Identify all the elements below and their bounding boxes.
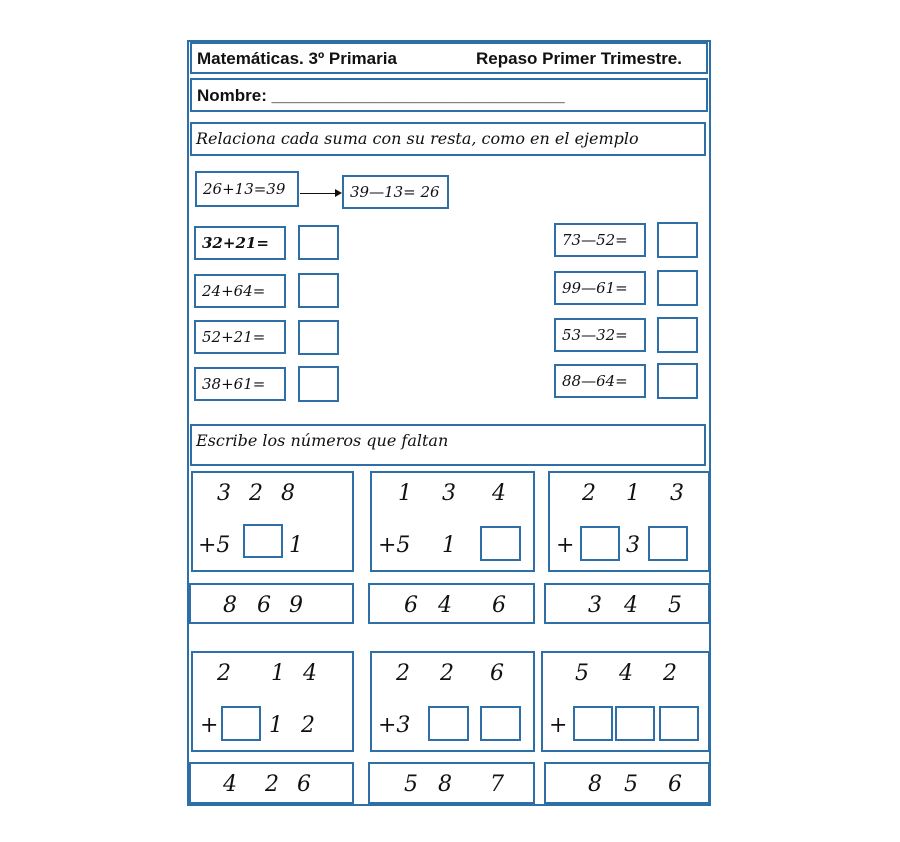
problem-6-result <box>544 762 710 804</box>
digit: 5 <box>404 772 418 797</box>
problem-1-bottom-known: 1 <box>289 533 303 558</box>
sub-2: 99—61= <box>554 271 646 305</box>
problem-6-blank-1[interactable] <box>573 706 613 741</box>
problem-4-bottom-prefix: + <box>200 713 219 738</box>
digit: 6 <box>297 772 311 797</box>
review-title: Repaso Primer Trimestre. <box>476 49 682 68</box>
digit: 5 <box>624 772 638 797</box>
problem-5-result <box>368 762 535 804</box>
name-field[interactable]: Nombre: _______________________________ <box>197 86 565 105</box>
problem-3-result <box>544 583 710 624</box>
digit: 5 <box>668 593 682 618</box>
sum-4: 38+61= <box>194 367 286 401</box>
digit: 6 <box>404 593 418 618</box>
digit: 5 <box>575 661 589 686</box>
problem-4-blank-1[interactable] <box>221 706 261 741</box>
instruction-1-text: Relaciona cada suma con su resta, como en el ejemplo <box>196 129 639 148</box>
digit: 8 <box>588 772 602 797</box>
name-bar <box>190 78 708 112</box>
digit: 4 <box>624 593 638 618</box>
digit: 2 <box>440 661 454 686</box>
digit: 4 <box>223 772 237 797</box>
problem-5-blank-1[interactable] <box>428 706 469 741</box>
problem-3-blank-2[interactable] <box>648 526 688 561</box>
problem-2-blank-1[interactable] <box>480 526 521 561</box>
sum-2: 24+64= <box>194 274 286 308</box>
digit: 3 <box>217 481 231 506</box>
problem-3-card <box>548 471 710 572</box>
digit: 2 <box>265 772 279 797</box>
sum-3: 52+21= <box>194 320 286 354</box>
digit: 4 <box>492 481 506 506</box>
answer-box-sum-4[interactable] <box>298 366 339 402</box>
problem-4-bottom-known: 1 <box>269 713 283 738</box>
digit: 3 <box>588 593 602 618</box>
digit: 4 <box>438 593 452 618</box>
digit: 6 <box>490 661 504 686</box>
digit: 9 <box>289 593 303 618</box>
digit: 4 <box>619 661 633 686</box>
problem-2-bottom-known: 1 <box>442 533 456 558</box>
problem-4-bottom-known-2: 2 <box>301 713 315 738</box>
digit: 6 <box>257 593 271 618</box>
instruction-2 <box>190 424 706 466</box>
digit: 3 <box>442 481 456 506</box>
digit: 4 <box>303 661 317 686</box>
problem-2-card <box>370 471 535 572</box>
problem-5-blank-2[interactable] <box>480 706 521 741</box>
instruction-1 <box>190 122 706 156</box>
digit: 2 <box>582 481 596 506</box>
digit: 2 <box>249 481 263 506</box>
problem-3-bottom-prefix: + <box>556 533 575 558</box>
digit: 2 <box>396 661 410 686</box>
problem-6-blank-3[interactable] <box>659 706 699 741</box>
digit: 8 <box>281 481 295 506</box>
sum-1: 32+21= <box>194 226 286 260</box>
problem-1-result <box>189 583 354 624</box>
answer-box-sub-1[interactable] <box>657 222 698 258</box>
problem-6-blank-2[interactable] <box>615 706 655 741</box>
digit: 1 <box>271 661 285 686</box>
arrow-icon <box>335 189 342 197</box>
problem-1-card <box>191 471 354 572</box>
problem-2-result <box>368 583 535 624</box>
example-sub: 39—13= 26 <box>342 175 449 209</box>
problem-4-result <box>189 762 354 804</box>
digit: 8 <box>438 772 452 797</box>
answer-box-sub-4[interactable] <box>657 363 698 399</box>
problem-4-card <box>191 651 354 752</box>
digit: 6 <box>492 593 506 618</box>
digit: 1 <box>398 481 412 506</box>
digit: 2 <box>217 661 231 686</box>
problem-3-bottom-known: 3 <box>626 533 640 558</box>
answer-box-sub-2[interactable] <box>657 270 698 306</box>
example-sum: 26+13=39 <box>195 171 299 207</box>
subject-title: Matemáticas. 3º Primaria <box>197 49 397 68</box>
digit: 1 <box>626 481 640 506</box>
example-arrow-line <box>300 193 336 194</box>
answer-box-sum-2[interactable] <box>298 273 339 308</box>
digit: 2 <box>663 661 677 686</box>
digit: 8 <box>223 593 237 618</box>
answer-box-sum-1[interactable] <box>298 225 339 260</box>
digit: 3 <box>670 481 684 506</box>
problem-5-bottom-prefix: +3 <box>378 713 411 738</box>
header-bar <box>190 42 708 74</box>
problem-1-bottom-prefix: +5 <box>198 533 231 558</box>
problem-5-card <box>370 651 535 752</box>
instruction-2-text: Escribe los números que faltan <box>196 431 449 450</box>
problem-3-blank-1[interactable] <box>580 526 620 561</box>
answer-box-sub-3[interactable] <box>657 317 698 353</box>
digit: 7 <box>490 772 504 797</box>
problem-6-bottom-prefix: + <box>549 713 568 738</box>
sub-3: 53—32= <box>554 318 646 352</box>
digit: 6 <box>668 772 682 797</box>
sub-1: 73—52= <box>554 223 646 257</box>
problem-2-bottom-prefix: +5 <box>378 533 411 558</box>
problem-6-card <box>541 651 710 752</box>
sub-4: 88—64= <box>554 364 646 398</box>
answer-box-sum-3[interactable] <box>298 320 339 355</box>
problem-1-blank-1[interactable] <box>243 524 283 558</box>
